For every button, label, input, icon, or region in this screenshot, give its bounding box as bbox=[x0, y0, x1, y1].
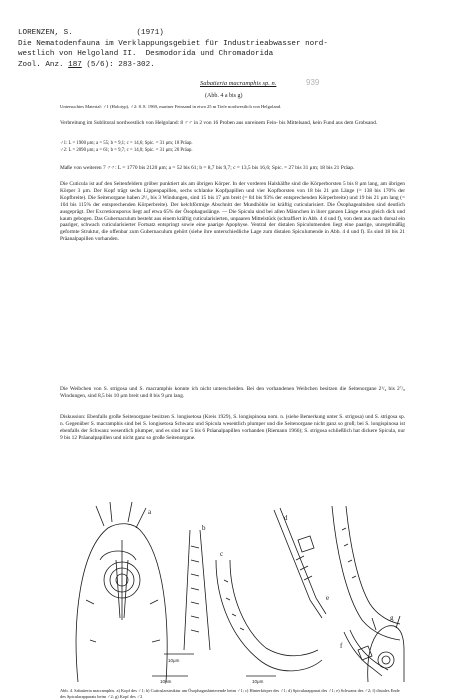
scale-bar-label-3: 10μm bbox=[252, 679, 264, 684]
journal-prefix: Zool. Anz. bbox=[18, 61, 69, 69]
description-paragraph-2: Die Cuticula ist auf den Seitenfeldern gröber punktiert als am übrigen Körper. In der vorderen Halshälfte sind die Körperborsten 5 bis 8 μm lang, am übrigen Körper 3 μm. Der Kopf trägt sechs Lippenpapillen, sechs schlanke Kopfpapillen und vier Kopfborsten von 18 bis 21 μm Länge (= 138 bis 170% der Kopfbreite). Die Seitenorgane haben 2¹/₂ bis 3 Windungen, sind 15 bis 17 μm breit (= 84 bis 93% der entsprechenden Körperbreite) und 19 bis 21 μm lang (= 104 bis 115% der entsprechenden Körperbreite). Der kelchförmige Abschnitt der Mundhöhle ist kräftig cuticularisiert. Die Ösophagealtuben sind deutlich ausgeprägt. Der Excretionsporus liegt auf etwa 65% der Ösophaguslänge. — Die Spicula sind bei allen Männchen in ihrer ganzen Länge etwa gleich dick und kaum gebogen. Das Gubernaculum besteht aus einem kräftig cuticularisierten, unpaaren Mittelstück (schraffiert in Abb. 4 d und f), von dem aus nach dorsal ein paariger, schwach cuticularisierter Fortsatz entspringt sowie eine paarige Apophyse. Ventral der distalen Spiculumenden liegt eine paarige, unregelmäßig geformte Struktur, die offenbar zum Gubernaculum gehört (siehe ihre unterschiedliche Lage zum distalen Spiculumende in Abb. 4 d und f). Es sind 18 bis 21 Präanalpapillen vorhanden. bbox=[60, 181, 405, 243]
photocopied-page bbox=[60, 78, 405, 699]
figure-label-g: g bbox=[390, 614, 394, 622]
measurement-male-2: ♂2: L = 2090 μm; a = 61; b = 9,7; c = 14,0; Spic. = 31 μm; 20 Präap. bbox=[60, 148, 193, 153]
figure-label-c: c bbox=[220, 550, 224, 558]
journal-volume: 187 bbox=[68, 61, 82, 69]
figure-label-e: e bbox=[326, 594, 330, 602]
description-paragraph-1: Maße von weiteren 7 ♂♂: L = 1770 bis 2120 μm; a = 52 bis 61; b = 8,7 bis 9,7; c = 13,5 bis 16,6; Spic. = 27 bis 31 μm; 18 bis 21 Präap. bbox=[60, 165, 355, 171]
header-title-line1: Die Nematodenfauna im Verklappungsgebiet für Industrieabwasser nord- bbox=[18, 40, 328, 48]
journal-issue-pages: (5/6): 283-302. bbox=[81, 61, 155, 69]
figure-label-d: d bbox=[284, 514, 288, 522]
figure-label-b: b bbox=[202, 524, 206, 532]
header-title-line2: westlich von Helgoland II. Desmodorida und Chromadorida bbox=[18, 50, 274, 58]
figure-label-a: a bbox=[148, 508, 152, 516]
material-paragraph: Untersuchtes Material: ♂1 (Holotyp), ♂2: 8. 8. 1969, mariner Feinsand in etwa 25 m Tiefe nordwestlich von Helgoland. bbox=[60, 104, 282, 109]
header-journal bbox=[18, 60, 155, 70]
header-citation-line1: LORENZEN, S. (1971) bbox=[18, 29, 164, 37]
figure-label-f: f bbox=[340, 642, 343, 650]
figure-part-d bbox=[274, 508, 326, 618]
figure-part-g bbox=[368, 616, 404, 682]
scale-bar-label-2: 10μm bbox=[160, 679, 172, 684]
figure-part-a bbox=[76, 502, 167, 682]
description-paragraph-3: Die Weibchen von S. strigosa und S. macramphis konnte ich nicht unterscheiden. Bei den vorhandenen Weibchen besitzen die Seitenorgane 2¹/₄ bis 2⁷/₈ Windungen, sind 8,5 bis 10 μm breit und 8 bis 9 μm lang. bbox=[60, 386, 405, 399]
figure-part-c bbox=[216, 560, 322, 671]
scale-bar-label-1: 10μm bbox=[168, 658, 180, 663]
figure-part-b bbox=[184, 530, 210, 650]
archive-stamp: 939 bbox=[306, 78, 320, 87]
figure-caption: Abb. 4. Sabatieria macramphis. a) Kopf des ♂1; b) Cuticularstruktur am Ösophagushinterende beim ♂1; c) Hinterkörper des ♂1; d) Spicularapparat des ♂1; e) Schwanz des ♂2; f) distales Ende des Spicularapparats beim ♂2; g) Kopf des ♂2 bbox=[60, 688, 400, 699]
nematode-figure bbox=[60, 500, 405, 685]
distribution-paragraph: Verbreitung im Sublitoral nordwestlich von Helgoland: 8 ♂♂ in 2 von 16 Proben aus unreinem Fein- bis Mittelsand, kein Fund aus dem Grobsand. bbox=[60, 120, 378, 126]
figure-reference: (Abb. 4 a bis g) bbox=[205, 93, 243, 99]
measurement-male-1: ♂1: L = 1900 μm; a = 55; b = 9,1; c = 14,6; Spic. = 31 μm; 18 Präap. bbox=[60, 141, 193, 146]
discussion-paragraph: Diskussion: Ebenfalls große Seitenorgane besitzen S. longisetosa (Kreis 1929), S. longispinosa nom. n. (siehe Bemerkung unter S. strigosa) und S. strigosa sp. n. Gegenüber S. macramphis sind bei S. longisetosa Schwanz und Spicula wesentlich plumper und die Seitenorgane nicht ganz so groß; bei S. longispinosa ist ebenfalls der Schwanz wesentlich plumper, und es sind nur 5 bis 6 Präanalpapillen vorhanden (Riemann 1966); S. strigosa schließlich hat dickere Spicula, nur 9 bis 12 Präanalpapillen und nicht ganz so große Seitenorgane. bbox=[60, 414, 405, 441]
species-title: Sabatieria macramphis sp. n. bbox=[200, 80, 277, 87]
